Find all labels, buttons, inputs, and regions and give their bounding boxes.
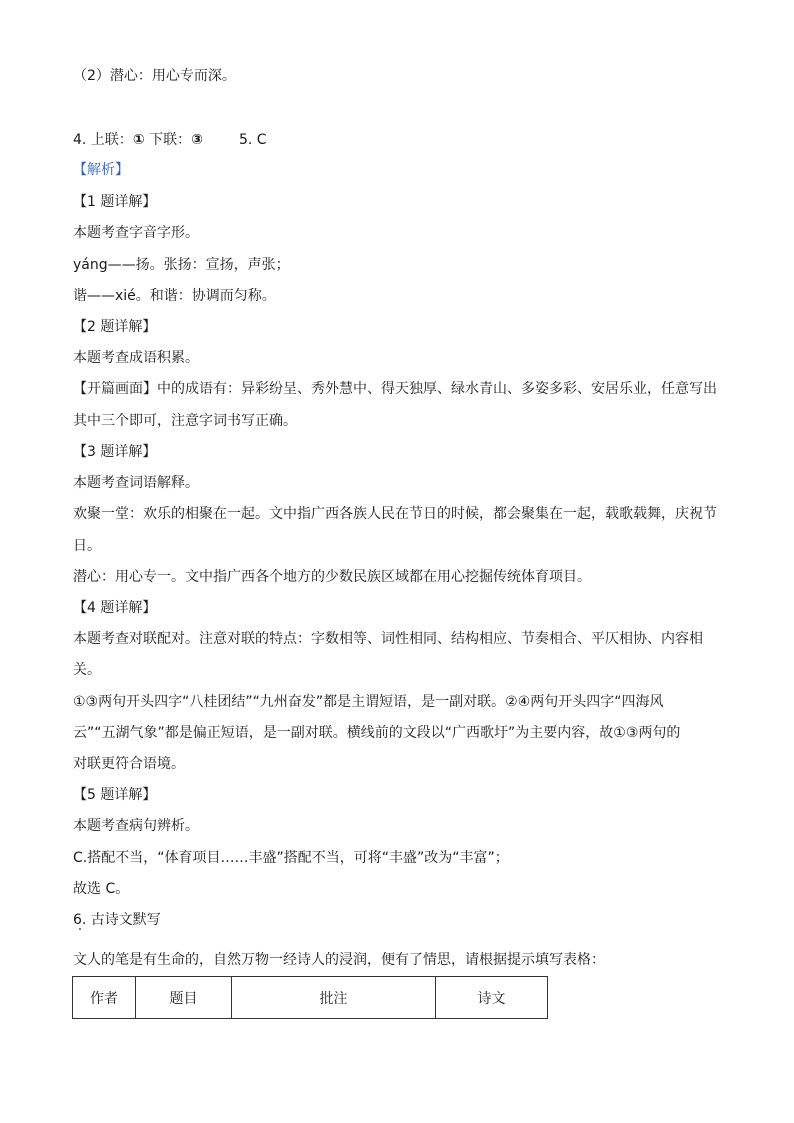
analysis-heading: 【解析】 [73, 162, 129, 178]
text-line: 本题考查成语积累。 [73, 350, 199, 366]
answer-5: 5. C [238, 132, 267, 148]
answer-line: （2）潜心：用心专而深。 [73, 68, 236, 84]
answer-value: ① [132, 132, 145, 148]
answer-value: ③ [191, 132, 203, 148]
text-line: 潜心：用心专一。文中指广西各个地方的少数民族区域都在用心挖掘传统体育项目。 [73, 569, 591, 585]
text-line: 本题考查病句辨析。 [73, 818, 199, 834]
section-heading: 【1 题详解】 [73, 194, 157, 210]
table-header-cell: 作者 [73, 977, 136, 1019]
text-line: 故选 C。 [73, 881, 130, 897]
table-header-row [73, 977, 548, 1019]
table-header-cell: 题目 [136, 977, 232, 1019]
answer-label: 4. 上联： [73, 132, 133, 148]
question-prompt: 文人的笔是有生命的，自然万物一经诗人的浸润，便有了情思，请根据提示填写表格： [73, 952, 605, 968]
table-header-cell: 批注 [232, 977, 436, 1019]
text-line: 日。 [73, 538, 101, 554]
text-line: 本题考查对联配对。注意对联的特点：字数相等、词性相同、结构相应、节奏相合、平仄相协、内容相 [73, 631, 703, 647]
text-line: 其中三个即可，注意字词书写正确。 [73, 413, 297, 429]
text-line: yáng——扬。张扬：宣扬，声张； [73, 257, 290, 273]
poem-table [72, 976, 548, 1019]
stray-dot [79, 928, 81, 930]
table-header-cell: 诗文 [436, 977, 548, 1019]
text-line: ①③两句开头四字“八桂团结”“九州奋发”都是主谓短语，是一副对联。②④两句开头四字“四海风 [73, 694, 664, 710]
text-line: 本题考查词语解释。 [73, 475, 199, 491]
question-heading: 6. 古诗文默写 [73, 912, 161, 928]
text-line: C.搭配不当，“体育项目……丰盛”搭配不当，可将“丰盛”改为“丰富”； [73, 850, 509, 866]
section-heading: 【4 题详解】 [73, 600, 157, 616]
text-line: 关。 [73, 662, 101, 678]
text-line: 云”“五湖气象”都是偏正短语，是一副对联。横线前的文段以“广西歌圩”为主要内容，故①③两句的 [73, 725, 681, 741]
answer-label: 下联： [144, 132, 192, 148]
section-heading: 【5 题详解】 [73, 787, 157, 803]
section-heading: 【3 题详解】 [73, 444, 157, 460]
text-line: 谐——xié。和谐：协调而匀称。 [73, 288, 276, 304]
answer-line-4-5 [73, 131, 267, 149]
text-line: 本题考查字音字形。 [73, 225, 199, 241]
text-line: 对联更符合语境。 [73, 756, 185, 772]
text-line: 【开篇画面】中的成语有：异彩纷呈、秀外慧中、得天独厚、绿水青山、多姿多彩、安居乐业，任意写出 [73, 381, 717, 397]
section-heading: 【2 题详解】 [73, 319, 157, 335]
text-line: 欢聚一堂：欢乐的相聚在一起。文中指广西各族人民在节日的时候，都会聚集在一起，载歌载舞，庆祝节 [73, 506, 717, 522]
